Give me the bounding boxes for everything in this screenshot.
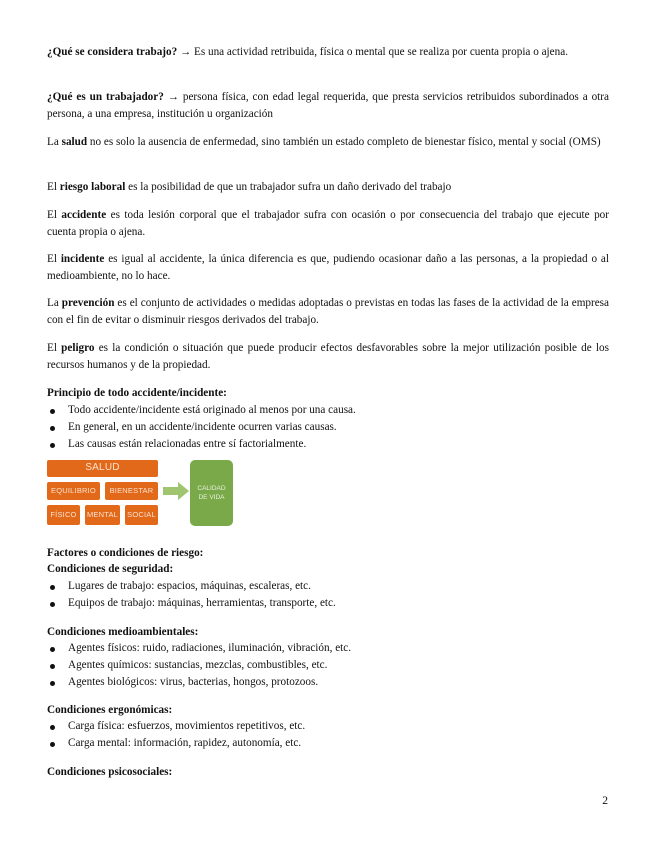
health-diagram <box>47 460 237 528</box>
page-number: 2 <box>602 795 608 807</box>
definition-trabajador: ¿Qué es un trabajador? → persona física, con edad legal requerida, que presta servicios retribuidos subordinados a otra persona, a una empresa, institución u organización <box>47 91 609 120</box>
list-item: Todo accidente/incidente está originado al menos por una causa. <box>47 402 607 419</box>
social-box: SOCIAL <box>125 505 158 525</box>
list-item: Carga mental: información, rapidez, autonomía, etc. <box>47 735 607 752</box>
list-item: Agentes físicos: ruido, radiaciones, iluminación, vibración, etc. <box>47 640 607 657</box>
factores-heading: Factores o condiciones de riesgo: <box>47 547 204 559</box>
definition-incidente: El incidente es igual al accidente, la única diferencia es que, pudiendo ocasionar daño a las personas, a la propiedad o al medioambiente, no lo hace. <box>47 253 609 282</box>
ergonomicas-heading: Condiciones ergonómicas: <box>47 704 173 716</box>
salud-box: SALUD <box>47 460 158 477</box>
seguridad-list <box>47 578 607 612</box>
list-item: En general, en un accidente/incidente ocurren varias causas. <box>47 419 607 436</box>
definition-prevencion: La prevención es el conjunto de actividades o medidas adoptadas o previstas en todas las fases de la actividad de la empresa con el fin de evitar o disminuir riesgos derivados del trabajo. <box>47 297 609 326</box>
equilibrio-box: EQUILIBRIO <box>47 482 100 500</box>
seguridad-heading: Condiciones de seguridad: <box>47 563 174 575</box>
medioambientales-list <box>47 640 607 691</box>
principio-heading: Principio de todo accidente/incidente: <box>47 387 227 399</box>
fisico-box: FÍSICO <box>47 505 80 525</box>
list-item: Lugares de trabajo: espacios, máquinas, escaleras, etc. <box>47 578 607 595</box>
term-trabajador: ¿Qué es un trabajador? <box>47 91 164 103</box>
term-peligro: peligro <box>61 342 95 354</box>
term-incidente: incidente <box>60 253 105 265</box>
mental-box: MENTAL <box>85 505 120 525</box>
term-salud: salud <box>61 136 88 148</box>
medioambientales-heading: Condiciones medioambientales: <box>47 626 199 638</box>
list-item: Carga física: esfuerzos, movimientos repetitivos, etc. <box>47 718 607 735</box>
definition-salud: La salud no es solo la ausencia de enfermedad, sino también un estado completo de bienestar físico, mental y social (OMS) <box>47 136 601 148</box>
definition-peligro: El peligro es la condición o situación que puede producir efectos desfavorables sobre la mejor utilización posible de los recursos humanos y de la propiedad. <box>47 342 609 371</box>
list-item: Equipos de trabajo: máquinas, herramientas, transporte, etc. <box>47 595 607 612</box>
definition-trabajo: ¿Qué se considera trabajo? → Es una actividad retribuida, física o mental que se realiza por cuenta propia o ajena. <box>47 46 568 58</box>
list-item: Las causas están relacionadas entre sí factorialmente. <box>47 436 607 453</box>
list-item: Agentes biológicos: virus, bacterias, hongos, protozoos. <box>47 674 607 691</box>
ergonomicas-list <box>47 718 607 752</box>
psicosociales-heading: Condiciones psicosociales: <box>47 766 173 778</box>
term-trabajo: ¿Qué se considera trabajo? <box>47 46 178 58</box>
bienestar-box: BIENESTAR <box>105 482 158 500</box>
term-prevencion: prevención <box>61 297 115 309</box>
term-riesgo-laboral: riesgo laboral <box>59 181 126 193</box>
definition-accidente: El accidente es toda lesión corporal que el trabajador sufra con ocasión o por consecuencia del trabajo que ejecute por cuenta propia o ajena. <box>47 209 609 238</box>
arrow-right-icon <box>163 482 189 500</box>
definition-riesgo-laboral: El riesgo laboral es la posibilidad de que un trabajador sufra un daño derivado del trabajo <box>47 181 452 193</box>
principio-list <box>47 402 607 453</box>
list-item: Agentes químicos: sustancias, mezclas, combustibles, etc. <box>47 657 607 674</box>
term-accidente: accidente <box>61 209 107 221</box>
calidad-de-vida-box: CALIDAD DE VIDA <box>190 460 233 526</box>
